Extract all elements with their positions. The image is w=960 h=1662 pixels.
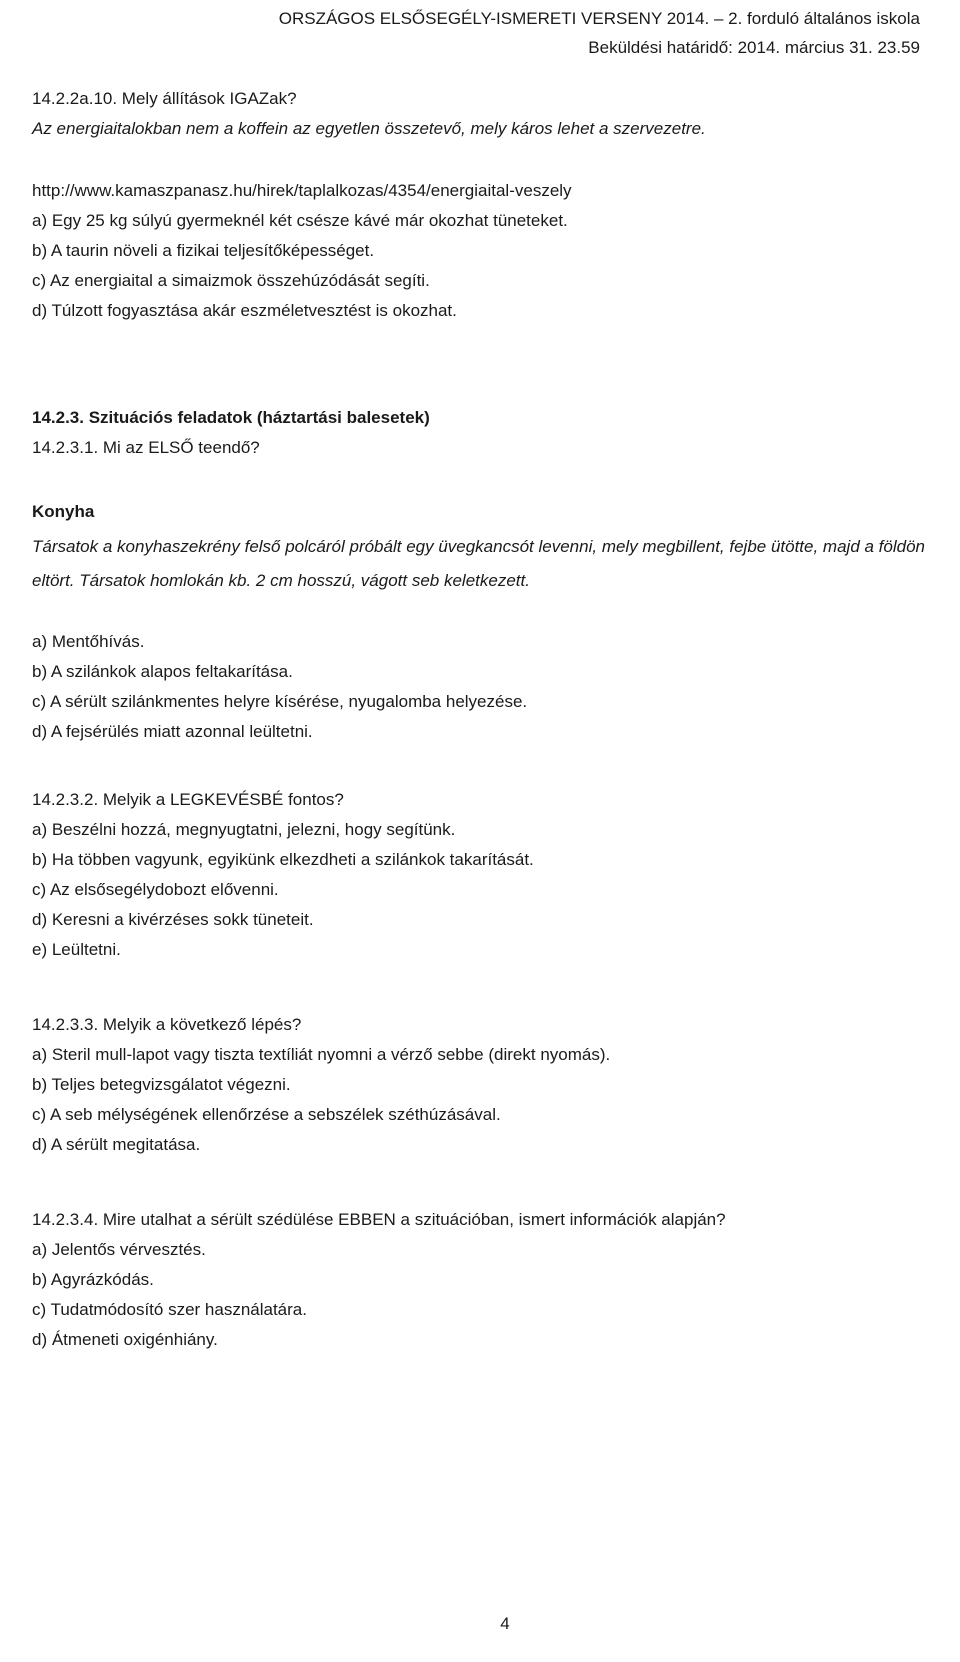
- option-e: e) Leültetni.: [32, 940, 121, 959]
- question-2: [32, 785, 932, 965]
- option-a: a) Steril mull-lapot vagy tiszta textíliát nyomni a vérző sebbe (direkt nyomás).: [32, 1045, 611, 1064]
- option-d: d) A fejsérülés miatt azonnal leültetni.: [32, 722, 313, 741]
- question-3: [32, 1010, 932, 1160]
- option-d: d) Átmeneti oxigénhiány.: [32, 1330, 218, 1349]
- option-c: c) Tudatmódosító szer használatára.: [32, 1300, 307, 1319]
- question-2a10-options: [32, 176, 932, 326]
- option-b: b) Teljes betegvizsgálatot végezni.: [32, 1075, 291, 1094]
- option-d: d) A sérült megitatása.: [32, 1135, 201, 1154]
- option-b: b) Agyrázkódás.: [32, 1270, 154, 1289]
- page-header: [279, 4, 920, 62]
- section-3-heading: [32, 403, 932, 463]
- option-a: a) Mentőhívás.: [32, 632, 145, 651]
- option-c: c) Az elsősegélydobozt elővenni.: [32, 880, 279, 899]
- source-link[interactable]: http://www.kamaszpanasz.hu/hirek/taplalkozas/4354/energiaital-veszely: [32, 181, 572, 200]
- question-2-title: 14.2.3.2. Melyik a LEGKEVÉSBÉ fontos?: [32, 790, 344, 809]
- option-c: c) A seb mélységének ellenőrzése a sebszélek széthúzásával.: [32, 1105, 501, 1124]
- option-a: a) Jelentős vérvesztés.: [32, 1240, 206, 1259]
- option-b: b) A szilánkok alapos feltakarítása.: [32, 662, 293, 681]
- scenario-text: Társatok a konyhaszekrény felső polcáról próbált egy üvegkancsót levenni, mely megbillent, fejbe ütötte, majd a földön eltört. Társatok homlokán kb. 2 cm hosszú, vágott seb keletkezett.: [32, 537, 925, 590]
- question-3-title: 14.2.3.3. Melyik a következő lépés?: [32, 1015, 302, 1034]
- question-4: [32, 1205, 932, 1355]
- option-b: b) A taurin növeli a fizikai teljesítőképességet.: [32, 241, 375, 260]
- page-number: 4: [500, 1614, 510, 1633]
- question-intro: Az energiaitalokban nem a koffein az egyetlen összetevő, mely káros lehet a szervezetre.: [32, 119, 706, 138]
- option-a: a) Beszélni hozzá, megnyugtatni, jelezni, hogy segítünk.: [32, 820, 456, 839]
- header-competition-title: ORSZÁGOS ELSŐSEGÉLY-ISMERETI VERSENY 2014. – 2. forduló általános iskola: [278, 9, 920, 28]
- option-d: d) Túlzott fogyasztása akár eszméletvesztést is okozhat.: [32, 301, 457, 320]
- option-b: b) Ha többen vagyunk, egyikünk elkezdheti a szilánkok takarítását.: [32, 850, 534, 869]
- question-title: 14.2.2a.10. Mely állítások IGAZak?: [32, 89, 297, 108]
- question-2a10: [32, 84, 932, 144]
- option-a: a) Egy 25 kg súlyú gyermeknél két csésze kávé már okozhat tüneteket.: [32, 211, 568, 230]
- question-1-options: [32, 627, 932, 747]
- scenario: [32, 497, 932, 598]
- option-c: c) A sérült szilánkmentes helyre kísérése, nyugalomba helyezése.: [32, 692, 528, 711]
- option-d: d) Keresni a kivérzéses sokk tüneteit.: [32, 910, 314, 929]
- scenario-title: Konyha: [32, 502, 95, 521]
- header-deadline: Beküldési határidő: 2014. március 31. 23.59: [588, 38, 920, 57]
- question-1-title: 14.2.3.1. Mi az ELSŐ teendő?: [32, 438, 260, 457]
- section-title: 14.2.3. Szituációs feladatok (háztartási balesetek): [32, 408, 430, 427]
- option-c: c) Az energiaital a simaizmok összehúzódását segíti.: [32, 271, 430, 290]
- question-4-title: 14.2.3.4. Mire utalhat a sérült szédülése EBBEN a szituációban, ismert információk alapján?: [32, 1210, 726, 1229]
